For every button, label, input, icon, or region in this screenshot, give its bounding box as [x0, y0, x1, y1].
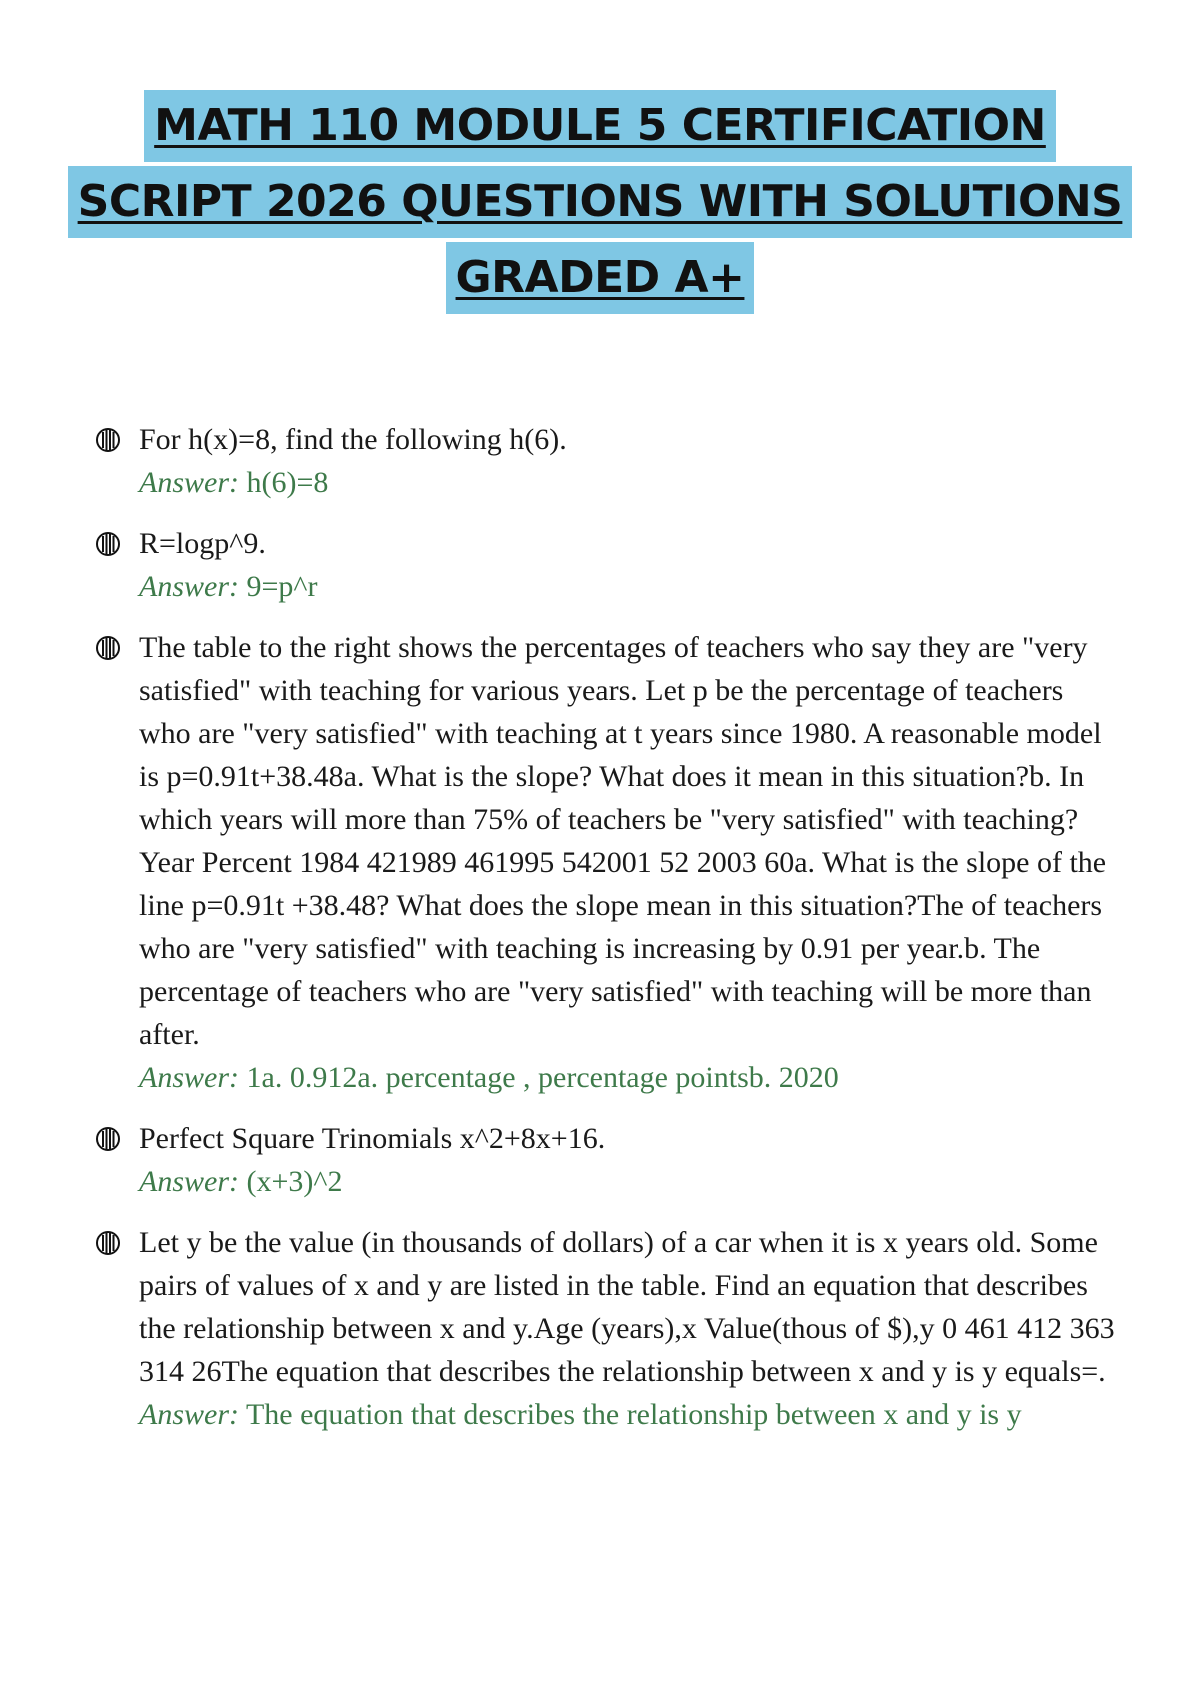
answer-label: Answer: — [139, 1061, 239, 1094]
answer-line — [139, 1160, 1115, 1203]
answer-text: 9=p^r — [246, 570, 318, 603]
question-text: Let y be the value (in thousands of dollars) of a car when it is x years old. Some pairs of values of x and y are listed in the table. Find an equation that describes the relationship between x and y.Age (years),x Value(thous of $),y 0 461 412 363 314 26The equation that describes the relationship between x and y is y equals=. — [139, 1226, 1115, 1388]
answer-label: Answer: — [139, 570, 239, 603]
answer-text: (x+3)^2 — [246, 1165, 343, 1198]
question-text: For h(x)=8, find the following h(6). — [139, 423, 567, 456]
question-text: The table to the right shows the percentages of teachers who say they are "very satisfied" with teaching for various years. Let p be the percentage of teachers who are "very satisfied" with teaching at t years since 1980. A reasonable model is p=0.91t+38.48a. What is the slope? What does it mean in this situation?b. In which years will more than 75% of teachers be "very satisfied" with teaching?Year Percent 1984 421989 461995 542001 52 2003 60a. What is the slope of the line p=0.91t +38.48? What does the slope mean in this situation?The of teachers who are "very satisfied" with teaching is increasing by 0.91 per year.b. The percentage of teachers who are "very satisfied" with teaching will be more than after. — [139, 631, 1107, 1051]
question-item — [95, 418, 1115, 504]
title-line-1: MATH 110 MODULE 5 CERTIFICATION — [144, 90, 1056, 162]
striped-bullet-icon — [95, 1126, 121, 1152]
answer-label: Answer: — [139, 466, 239, 499]
question-list — [95, 418, 1115, 1454]
title-line-3: GRADED A+ — [446, 242, 755, 314]
answer-line — [139, 565, 1115, 608]
answer-label: Answer: — [139, 1398, 239, 1431]
title-line-2: SCRIPT 2026 QUESTIONS WITH SOLUTIONS — [68, 166, 1133, 238]
answer-label: Answer: — [139, 1165, 239, 1198]
question-text: R=logp^9. — [139, 527, 266, 560]
answer-text: The equation that describes the relationship between x and y is y — [245, 1398, 1022, 1431]
answer-line — [139, 1393, 1115, 1436]
question-text: Perfect Square Trinomials x^2+8x+16. — [139, 1122, 606, 1155]
striped-bullet-icon — [95, 1230, 121, 1256]
question-item — [95, 1221, 1115, 1436]
answer-line — [139, 1056, 1115, 1099]
striped-bullet-icon — [95, 635, 121, 661]
answer-text: 1a. 0.912a. percentage , percentage pointsb. 2020 — [246, 1061, 839, 1094]
document-title — [0, 90, 1200, 318]
question-item — [95, 626, 1115, 1099]
striped-bullet-icon — [95, 531, 121, 557]
answer-text: h(6)=8 — [246, 466, 329, 499]
question-item — [95, 522, 1115, 608]
answer-line — [139, 461, 1115, 504]
striped-bullet-icon — [95, 427, 121, 453]
question-item — [95, 1117, 1115, 1203]
